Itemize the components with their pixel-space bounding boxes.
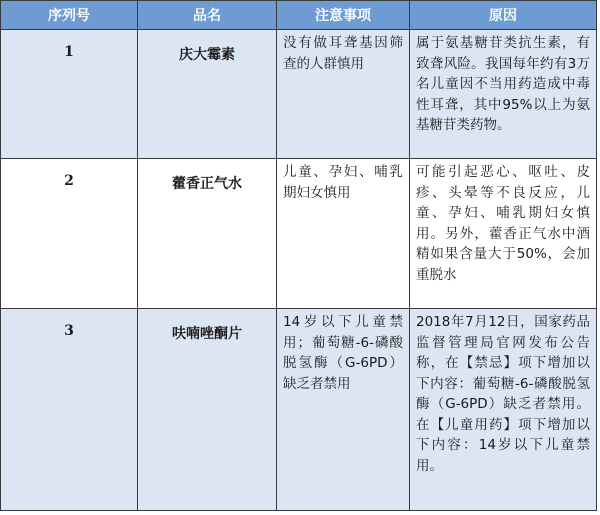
row-drug-name: 庆大霉素 [138,30,277,159]
row-reason: 可能引起恶心、呕吐、皮疹、头晕等不良反应，儿童、孕妇、哺乳期妇女慎用。另外，藿香正气水中酒精如果含量大于50%，会加重脱水 [410,159,597,309]
row-drug-name: 呋喃唑酮片 [138,309,277,511]
row-notes: 14岁以下儿童禁用；葡萄糖-6-磷酸脱氢酶（G-6PD）缺乏者禁用 [277,309,410,511]
row-index: 2 [1,159,138,309]
row-index: 1 [1,30,138,159]
row-drug-name: 藿香正气水 [138,159,277,309]
header-reason: 原因 [410,1,597,30]
row-reason: 属于氨基糖苷类抗生素，有致聋风险。我国每年约有3万名儿童因不当用药造成中毒性耳聋，其中95%以上为氨基糖苷类药物。 [410,30,597,159]
row-index: 3 [1,309,138,511]
table-row [1,30,597,159]
table-row [1,309,597,511]
row-notes: 儿童、孕妇、哺乳期妇女慎用 [277,159,410,309]
table-row [1,159,597,309]
header-notes: 注意事项 [277,1,410,30]
table-header-row [1,1,597,30]
row-reason: 2018年7月12日，国家药品监督管理局官网发布公告称，在【禁忌】项下增加以下内容：葡萄糖-6-磷酸脱氢酶（G-6PD）缺乏者禁用。在【儿童用药】项下增加以下内容：14岁以下儿童禁用。 [410,309,597,511]
row-notes: 没有做耳聋基因筛查的人群慎用 [277,30,410,159]
header-name: 品名 [138,1,277,30]
header-index: 序列号 [1,1,138,30]
